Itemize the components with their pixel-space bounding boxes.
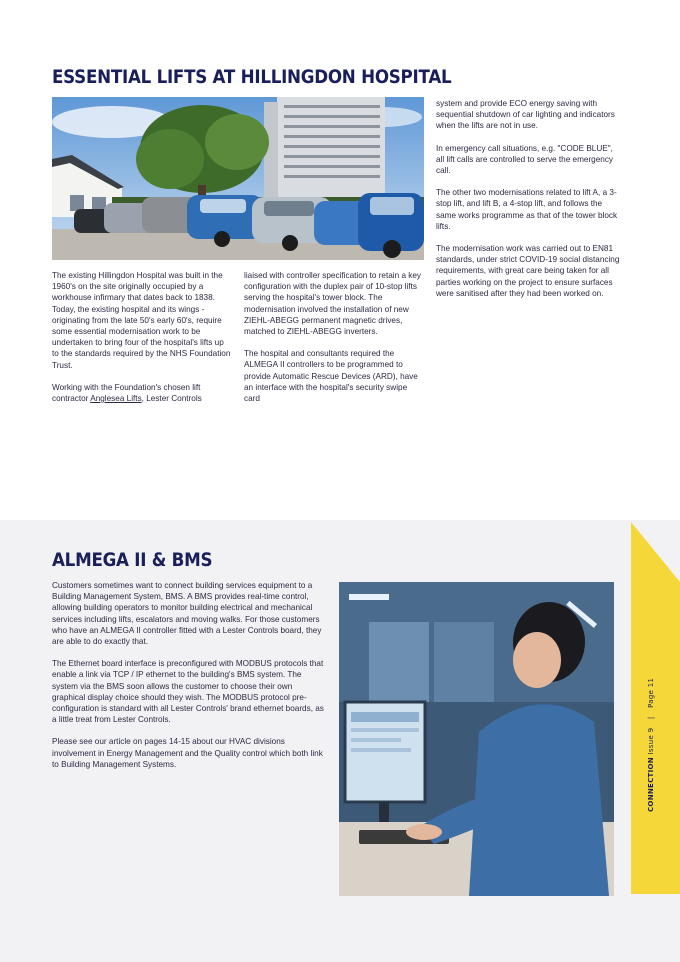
paragraph: The other two modernisations related to lift A, a 3-stop lift, and lift B, a 4-stop lift, and follows the same works programme as that of the tower block lifts. xyxy=(436,188,618,231)
paragraph: liaised with controller specification to retain a key configuration with the duplex pair of 10-stop lifts serving the hospital's tower block. The modernisation involved the installation of new ZIEHL-ABEGG permanent magnetic drives, matched to ZIEHL-ABEGG inverters. xyxy=(244,271,422,337)
text-span: , Lester Controls xyxy=(141,394,202,404)
contractor-link[interactable]: Anglesea Lifts xyxy=(90,394,142,404)
magazine-name: CONNECTION xyxy=(647,757,655,812)
paragraph: Please see our article on pages 14-15 about our HVAC divisions involvement in Energy Management and the Quality control which both link to Building Management Systems. xyxy=(52,737,323,769)
yellow-side-tab xyxy=(631,522,680,894)
issue-number: Issue 9 xyxy=(647,727,655,755)
text-span: Working with the Foundation's chosen lift contractor xyxy=(52,382,201,404)
paragraph: In emergency call situations, e.g. "CODE BLUE", all lift calls are controlled to serve the emergency call. xyxy=(436,143,614,176)
paragraph: The existing Hillingdon Hospital was built in the 1960's on the site originally occupied by a workhouse infirmary that dates back to 1838. Today, the existing hospital and its wings - originating from the late 50's early 60's, require some essential modernisation work to be undertaken to bring four of the hospital's lifts up to the standards required by the NHS Foundation Trust. xyxy=(52,271,231,370)
paragraph: system and provide ECO energy saving with sequential shutdown of car lighting and indicators when the lifts are not in use. xyxy=(436,99,615,131)
bms-article-text xyxy=(52,580,327,781)
paragraph: The hospital and consultants required the ALMEGA II controllers to be programmed to provide Automatic Rescue Devices (ARD), have an interface with the hospital's security swipe card xyxy=(244,349,418,404)
section-title: ALMEGA II & BMS xyxy=(52,549,213,571)
article-column-1 xyxy=(52,270,232,415)
article-title: ESSENTIAL LIFTS AT HILLINGDON HOSPITAL xyxy=(52,66,452,88)
paragraph xyxy=(52,382,232,404)
hospital-car-park-photo xyxy=(52,97,424,260)
paragraph: The Ethernet board interface is preconfigured with MODBUS protocols that enable a link via TCP / IP ethernet to the building's BMS system. The system via the BMS soon allows the customer to choose their own graphical display choice should they wish. The MODBUS protocol pre-configuration is standard with all Lester Controls' brand ethernet boards, as a little treat from Lester Controls. xyxy=(52,659,324,725)
page-number: Page 11 xyxy=(647,677,655,708)
paragraph: Customers sometimes want to connect building services equipment to a Building Management System, BMS. A BMS provides real-time control, allowing building operators to monitor building electrical and mechanical services including lifts, escalators and moving walks. For those customers who have an ALMEGA II controller fitted with a Lester Controls board, they are able to do exactly that. xyxy=(52,581,322,647)
operator-at-computer-photo xyxy=(339,582,614,896)
separator: | xyxy=(647,716,655,720)
page-footer-label xyxy=(647,678,655,812)
article-column-2 xyxy=(244,270,424,415)
paragraph: The modernisation work was carried out to EN81 standards, under strict COVID-19 social distancing requirements, with great care being taken for all parties working on the project to ensure surfaces were sanitised after they had been worked on. xyxy=(436,244,620,298)
article-column-3 xyxy=(436,98,622,310)
